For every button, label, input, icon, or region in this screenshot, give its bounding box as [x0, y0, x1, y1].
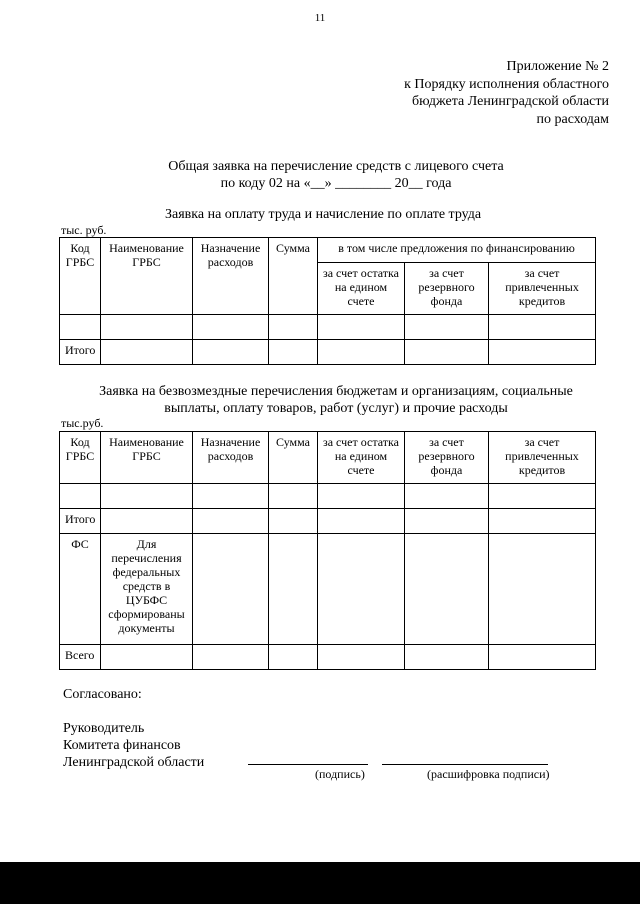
total-row: [60, 509, 596, 534]
cell: [193, 509, 269, 534]
table2-unit: тыс.руб.: [61, 416, 104, 430]
cell: [489, 484, 596, 509]
header-code: Код ГРБС: [60, 432, 101, 484]
cell: [101, 509, 193, 534]
total-label: Итого: [60, 509, 101, 534]
cell: [101, 484, 193, 509]
appendix-line: Приложение № 2: [506, 59, 609, 74]
signature-caption: (подпись): [315, 767, 365, 781]
cell: [489, 509, 596, 534]
page-number: 11: [314, 12, 326, 24]
appendix-line: по расходам: [536, 111, 609, 127]
cell: [405, 340, 489, 365]
table1-unit: тыс. руб.: [61, 223, 107, 237]
transfers-table: [59, 431, 596, 670]
cell: [489, 645, 596, 670]
cell: [489, 315, 596, 340]
cell: [489, 340, 596, 365]
header-name: Наименование ГРБС: [101, 432, 193, 484]
signature-block: [63, 686, 204, 771]
cell: [489, 534, 596, 645]
header-sum: Сумма: [269, 432, 318, 484]
cell: [318, 315, 405, 340]
cell: [269, 534, 318, 645]
decoding-line: [382, 764, 548, 765]
appendix-header: [404, 58, 609, 128]
title-line: по коду 02 на «__» ________ 20__ года: [220, 176, 452, 191]
cell: [405, 509, 489, 534]
header-credits: за счет привлеченных кредитов: [489, 263, 596, 315]
table2-title-line: Заявка на безвозмездные перечисления бюджетам и организациям, социальные: [99, 384, 573, 399]
total-label: Итого: [60, 340, 101, 365]
cell: [193, 484, 269, 509]
header-sum: Сумма: [269, 238, 318, 315]
header-balance: за счет остатка на едином счете: [318, 263, 405, 315]
cell: [101, 340, 193, 365]
table-row: [60, 315, 596, 340]
document-title: [0, 158, 640, 192]
cell: [318, 645, 405, 670]
position-line: Комитета финансов: [63, 738, 181, 753]
position-line: Ленинградской области: [63, 755, 205, 770]
cell: [269, 315, 318, 340]
appendix-line: бюджета Ленинградской области: [412, 94, 609, 109]
scan-bottom-bar: [0, 862, 640, 904]
header-financing-group: в том числе предложения по финансированию: [318, 238, 596, 263]
cell: [405, 534, 489, 645]
position-line: Руководитель: [63, 721, 145, 736]
cell: [193, 315, 269, 340]
cell: [60, 315, 101, 340]
cell: [193, 534, 269, 645]
header-purpose: Назначение расходов: [193, 238, 269, 315]
header-code: Код ГРБС: [60, 238, 101, 315]
cell: [318, 534, 405, 645]
grand-total-label: Всего: [60, 645, 101, 670]
header-name: Наименование ГРБС: [101, 238, 193, 315]
signature-line: [248, 764, 368, 765]
agreed-label: Согласовано:: [63, 687, 142, 702]
grand-total-row: [60, 645, 596, 670]
cell: [193, 645, 269, 670]
table1-title: Заявка на оплату труда и начисление по оплате труда: [165, 207, 482, 222]
cell: [405, 645, 489, 670]
decoding-caption: (расшифровка подписи): [427, 767, 550, 781]
cell: [318, 484, 405, 509]
header-reserve: за счет резервного фонда: [405, 432, 489, 484]
fs-code: ФС: [60, 534, 101, 645]
cell: [101, 315, 193, 340]
cell: [318, 509, 405, 534]
cell: [101, 645, 193, 670]
cell: [269, 645, 318, 670]
payroll-table: [59, 237, 596, 365]
cell: [269, 484, 318, 509]
cell: [269, 340, 318, 365]
table2-title-line: выплаты, оплату товаров, работ (услуг) и прочие расходы: [164, 401, 508, 416]
header-balance: за счет остатка на едином счете: [318, 432, 405, 484]
fs-row: [60, 534, 596, 645]
cell: [318, 340, 405, 365]
title-line: Общая заявка на перечисление средств с лицевого счета: [168, 159, 504, 174]
total-row: [60, 340, 596, 365]
table2-title: [0, 383, 640, 417]
cell: [60, 484, 101, 509]
cell: [405, 315, 489, 340]
cell: [405, 484, 489, 509]
fs-name: Для перечисления федеральных средств в ЦУБФС сформированы документы: [101, 534, 193, 645]
header-credits: за счет привлеченных кредитов: [489, 432, 596, 484]
table-row: [60, 484, 596, 509]
cell: [269, 509, 318, 534]
header-purpose: Назначение расходов: [193, 432, 269, 484]
header-reserve: за счет резервного фонда: [405, 263, 489, 315]
appendix-line: к Порядку исполнения областного: [404, 76, 609, 92]
cell: [193, 340, 269, 365]
